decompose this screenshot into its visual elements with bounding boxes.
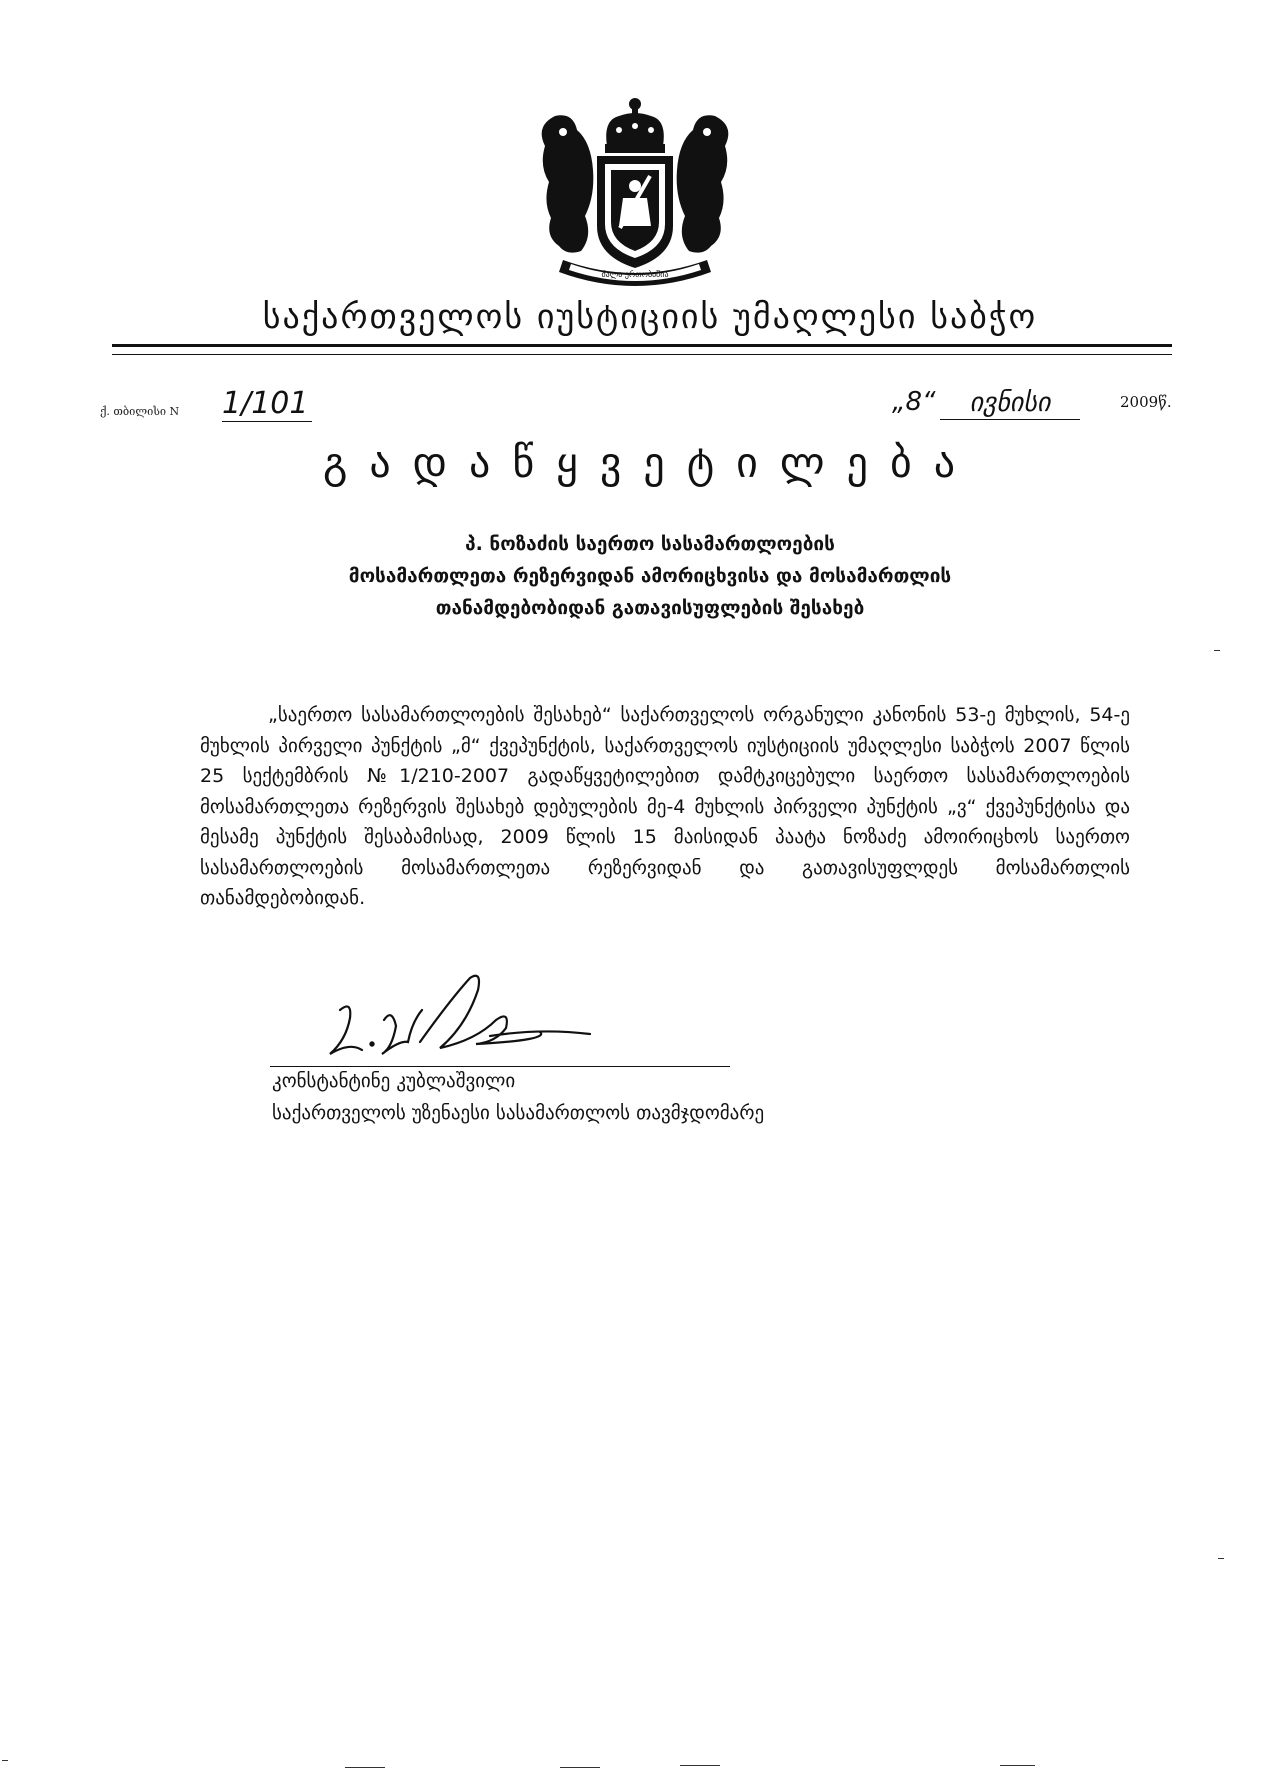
date-year: 2009წ. [1120,393,1172,411]
coat-of-arms-emblem [515,86,755,286]
scan-mark [560,1767,600,1768]
handwritten-signature [300,970,730,1080]
scan-mark [680,1765,720,1766]
scan-mark [2,1760,8,1761]
emblem-motto: ძალა ერთობაშია [601,270,669,279]
header-rule-thick [112,344,1172,347]
header-rule-thin [112,354,1172,355]
scan-mark [1000,1765,1035,1766]
body-paragraph: „საერთო სასამართლოების შესახებ“ საქართველოს ორგანული კანონის 53-ე მუხლის, 54-ე მუხლის პირველი პუნქტის „მ“ ქვეპუნქტის, საქართველოს იუსტიციის უმაღლესი საბჭოს 2007 წლის 25 სექტემბრის №1/210-2007 გადაწყვეტილებით დამტკიცებული საერთო სასამართლოების მოსამართლეთა რეზერვის შესახებ დებულების მე-4 მუხლის პირველი პუნქტის „ვ“ ქვეპუნქტისა და მესამე პუნქტის შესაბამისად, 2009 წლის 15 მაისიდან პაატა ნოზაძე ამოირიცხოს საერთო სასამართლოების მოსამართლეთა რეზერვიდან და გათავისუფლდეს მოსამართლის თანამდებობიდან. [200,704,1130,909]
date-day: „8“ [892,387,936,417]
scan-mark [1218,1558,1224,1559]
scan-mark [345,1767,385,1768]
document-number: 1/101 [222,387,312,422]
document-body [200,700,1130,914]
subject-line: თანამდებობიდან გათავისუფლების შესახებ [435,597,865,619]
institution-name: საქართველოს იუსტიციის უმაღლესი საბჭო [262,297,1038,337]
signature-line [270,1066,730,1067]
subject-line: მოსამართლეთა რეზერვიდან ამორიცხვისა და მოსამართლის [348,565,952,587]
date-month: ივნისი [940,387,1080,420]
signer-name: კონსტანტინე კუბლაშვილი [272,1070,516,1092]
document-subject [250,528,1050,624]
signer-title: საქართველოს უზენაესი სასამართლოს თავმჯდომარე [272,1102,765,1124]
subject-line: პ. ნოზაძის საერთო სასამართლოების [465,533,835,555]
number-label: ქ. თბილისი N [100,405,180,418]
document-title: გადაწყვეტილება [322,438,978,487]
scan-mark [1214,650,1220,651]
